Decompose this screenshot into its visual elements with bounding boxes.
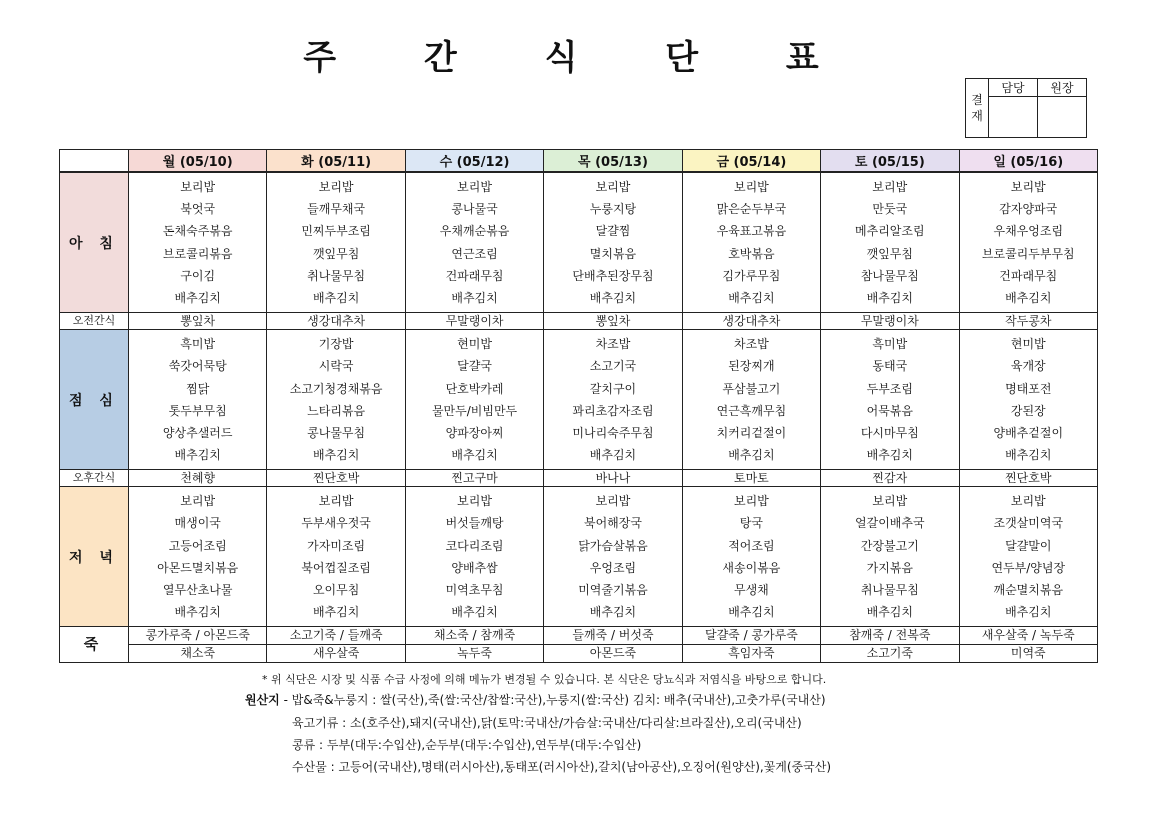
pm_snack-row [60,470,1098,487]
menu-item: 북어껍질조림 [301,560,371,575]
menu-item: 배추김치 [312,605,360,620]
menu-item: 배추김치 [728,290,775,305]
porridge-option-thu: 들깨죽 / 버섯죽 [544,627,682,645]
pm_snack-cell-sun: 찐단호박 [959,470,1097,487]
menu-item: 호박볶음 [728,246,775,261]
menu-item: 동태국 [872,359,908,374]
menu-item: 배추김치 [451,290,498,305]
breakfast-cell-mon [129,172,267,313]
corner-cell [60,150,129,173]
breakfast-cell-thu [544,172,682,313]
menu-item: 새송이볶음 [722,560,781,575]
menu-item: 배추김치 [1005,290,1052,305]
menu-item: 달걀말이 [1005,538,1052,553]
origin-line-1 [245,691,826,708]
menu-item: 양배추쌈 [451,560,498,575]
menu-item: 육개장 [1010,359,1046,374]
menu-item: 보리밥 [318,494,354,509]
menu-item: 메추리알조림 [855,224,925,239]
breakfast-label: 아 침 [60,172,129,313]
breakfast-row [60,172,1098,313]
menu-item: 콩나물국 [451,202,498,217]
pm_snack-cell-mon: 천혜향 [129,470,267,487]
am_snack-cell-thu: 뽕잎차 [544,313,682,330]
menu-item: 다시마무침 [860,425,919,440]
menu-item: 갈치구이 [589,381,637,396]
menu-item: 미역줄기볶음 [578,583,648,597]
menu-item: 적어조림 [728,538,775,553]
menu-item: 흑미밥 [872,337,908,352]
menu-item: 민찌두부조림 [301,224,371,239]
menu-item: 배추김치 [174,448,221,463]
menu-item: 차조밥 [734,337,769,352]
dinner-cell-mon [129,487,267,627]
menu-item: 누룽지탕 [589,202,637,217]
menu-item: 보리밥 [1010,180,1046,194]
menu-item: 취나물무침 [307,268,366,283]
dinner-cell-fri [682,487,820,627]
menu-item: 치커리겉절이 [716,425,787,440]
menu-item: 가자미조림 [307,538,366,553]
am_snack-cell-fri: 생강대추차 [682,313,820,330]
menu-item: 들깨무채국 [307,202,366,217]
menu-item: 배추김치 [312,448,360,463]
menu-item: 배추김치 [728,605,775,620]
menu-item: 단호박카레 [445,381,504,396]
menu-item: 배추김치 [1005,448,1052,463]
menu-item: 보리밥 [595,180,631,194]
porridge-row-2 [60,645,1098,663]
menu-note: * 위 식단은 시장 및 식품 수급 사정에 의해 메뉴가 변경될 수 있습니다. 본 식단은 당뇨식과 저염식을 바탕으로 합니다. [262,673,827,686]
menu-item: 미역초무침 [445,583,504,597]
menu-item: 시락국 [318,359,354,374]
pm_snack-cell-thu: 바나나 [544,470,682,487]
am_snack-cell-mon: 뽕잎차 [129,313,267,330]
menu-item: 배추김치 [728,448,775,463]
menu-item: 배추김치 [312,290,360,305]
menu-item: 우엉조림 [589,560,637,575]
menu-item: 우육표고볶음 [716,224,787,239]
origin-line-3: 콩류 : 두부(대두:수입산),순두부(대두:수입산),연두부(대두:수입산) [292,738,642,752]
menu-item: 깻잎무침 [866,246,913,261]
menu-item: 소고기국 [589,359,637,374]
menu-item: 배추김치 [589,605,637,620]
menu-item: 브로콜리볶음 [162,246,233,261]
menu-item: 돈채숙주볶음 [162,224,233,239]
porridge-alt-wed: 녹두죽 [405,645,543,663]
menu-item: 찜닭 [186,381,210,396]
menu-item: 배추김치 [589,290,637,305]
menu-item: 강된장 [1010,403,1046,418]
menu-item: 보리밥 [180,180,216,194]
lunch-cell-tue [267,330,405,470]
menu-item: 연근조림 [451,246,498,261]
menu-item: 배추김치 [174,605,221,620]
porridge-option-mon: 콩가루죽 / 아몬드죽 [129,627,267,645]
menu-item: 보리밥 [180,494,216,509]
day-header-sat: 토 (05/15) [821,150,959,173]
dinner-row [60,487,1098,627]
menu-item: 취나물무침 [860,583,919,597]
menu-item: 배추김치 [451,605,498,620]
menu-item: 배추김치 [866,290,913,305]
approval-box [965,78,1087,138]
menu-item: 배추김치 [1005,605,1052,620]
menu-item: 쑥갓어묵탕 [168,359,227,374]
porridge-option-wed: 채소죽 / 참깨죽 [405,627,543,645]
menu-item: 양파장아찌 [445,425,504,440]
menu-item: 어묵볶음 [866,403,913,418]
menu-item: 구이김 [180,268,216,283]
menu-item: 소고기청경채볶음 [289,381,383,396]
menu-item: 배추김치 [174,290,221,305]
approval-sign-manager[interactable] [989,97,1038,138]
menu-item: 보리밥 [457,180,492,194]
page-title: 주 간 식 단 표 [303,38,857,78]
menu-item: 참나물무침 [860,268,919,283]
menu-item: 깨순멸치볶음 [993,583,1064,597]
menu-item: 두부새우젓국 [301,516,371,531]
menu-item: 연근흑깨무침 [716,403,787,418]
am_snack-cell-sat: 무말랭이차 [821,313,959,330]
dinner-cell-sat [821,487,959,627]
lunch-cell-mon [129,330,267,470]
porridge-label: 죽 [60,627,129,663]
menu-item: 탕국 [739,516,763,531]
menu-item: 얼갈이배추국 [855,516,925,531]
porridge-option-sat: 참깨죽 / 전복죽 [821,627,959,645]
menu-item: 보리밥 [734,494,769,509]
origin-rice: - 밥&죽&누룽지 : 쌀(국산),죽(쌀:국산/찹쌀:국산),누룽지(쌀:국산) 김치: 배추(국내산),고춧가루(국내산) [279,693,826,707]
day-header-row [60,150,1098,173]
porridge-alt-tue: 새우살죽 [267,645,405,663]
day-header-wed: 수 (05/12) [405,150,543,173]
menu-item: 콩나물무침 [307,425,366,440]
menu-item: 우채우엉조림 [993,224,1064,239]
origin-title: 원산지 [245,693,280,707]
menu-item: 감자양파국 [999,202,1058,217]
am_snack-cell-tue: 생강대추차 [267,313,405,330]
menu-item: 보리밥 [595,494,631,509]
pm_snack-cell-sat: 찐감자 [821,470,959,487]
origin-line-2: 육고기류 : 소(호주산),돼지(국내산),닭(토막:국내산/가슴살:국내산/다리살:브라질산),오리(국내산) [292,716,802,730]
porridge-alt-sat: 소고기죽 [821,645,959,663]
day-header-thu: 목 (05/13) [544,150,682,173]
menu-item: 버섯들깨탕 [445,516,504,531]
menu-item: 느타리볶음 [307,403,366,418]
menu-item: 배추김치 [866,448,913,463]
day-header-sun: 일 (05/16) [959,150,1097,173]
dinner-label: 저 녁 [60,487,129,627]
day-header-fri: 금 (05/14) [682,150,820,173]
menu-item: 꽈리초감자조림 [572,403,654,418]
menu-item: 명태포전 [1005,381,1052,396]
menu-item: 무생채 [734,583,769,597]
porridge-alt-sun: 미역죽 [959,645,1097,663]
menu-item: 단배추된장무침 [572,268,654,283]
menu-item: 맑은순두부국 [716,202,787,217]
day-header-mon: 월 (05/10) [129,150,267,173]
approval-sign-director[interactable] [1038,97,1087,138]
lunch-cell-thu [544,330,682,470]
menu-item: 푸삼불고기 [722,381,781,396]
menu-item: 현미밥 [457,337,492,352]
lunch-cell-sat [821,330,959,470]
am_snack-cell-wed: 무말랭이차 [405,313,543,330]
menu-item: 오이무침 [312,583,360,597]
menu-item: 브로콜리두부무침 [981,246,1075,261]
menu-item: 보리밥 [734,180,769,194]
porridge-row-1 [60,627,1098,645]
menu-item: 코다리조림 [445,538,504,553]
menu-item: 배추김치 [451,448,498,463]
menu-item: 미나리숙주무침 [572,425,654,440]
menu-item: 조갯살미역국 [993,516,1064,531]
menu-item: 물만두/비빔만두 [431,403,518,418]
dinner-cell-sun [959,487,1097,627]
menu-item: 양배추겉절이 [993,425,1064,440]
menu-item: 된장찌개 [728,359,775,374]
breakfast-cell-sun [959,172,1097,313]
menu-item: 달걀찜 [595,224,631,239]
menu-item: 건파래무침 [999,268,1058,283]
origin-line-4: 수산물 : 고등어(국내산),명태(러시아산),동태포(러시아산),갈치(남아공산),오징어(원양산),꽃게(중국산) [292,760,832,774]
porridge-alt-thu: 아몬드죽 [544,645,682,663]
menu-item: 김가루무침 [722,268,781,283]
porridge-alt-mon: 채소죽 [129,645,267,663]
dinner-cell-tue [267,487,405,627]
menu-item: 연두부/양념장 [991,560,1066,575]
menu-item: 북어해장국 [583,516,642,531]
menu-item: 배추김치 [866,605,913,620]
am_snack-row [60,313,1098,330]
lunch-cell-sun [959,330,1097,470]
pm_snack-cell-wed: 찐고구마 [405,470,543,487]
menu-item: 북엇국 [180,202,216,217]
menu-item: 우채깨순볶음 [439,224,510,239]
breakfast-cell-wed [405,172,543,313]
menu-item: 보리밥 [872,494,908,509]
porridge-option-fri: 달걀죽 / 콩가루죽 [682,627,820,645]
menu-item: 두부조림 [866,381,913,396]
menu-item: 보리밥 [318,180,354,194]
porridge-option-tue: 소고기죽 / 들깨죽 [267,627,405,645]
menu-item: 닭가슴살볶음 [578,538,648,553]
menu-item: 차조밥 [595,337,631,352]
lunch-label: 점 심 [60,330,129,470]
lunch-cell-fri [682,330,820,470]
breakfast-cell-tue [267,172,405,313]
menu-item: 보리밥 [457,494,492,509]
porridge-option-sun: 새우살죽 / 녹두죽 [959,627,1097,645]
menu-item: 고등어조림 [168,538,227,553]
porridge-alt-fri: 흑임자죽 [682,645,820,663]
menu-item: 열무산초나물 [162,583,233,597]
menu-item: 간장불고기 [860,538,919,553]
menu-item: 양상추샐러드 [162,425,233,440]
lunch-row [60,330,1098,470]
weekly-menu-table [59,149,1098,663]
pm_snack-cell-fri: 토마토 [682,470,820,487]
menu-item: 흑미밥 [180,337,216,352]
menu-item: 가지볶음 [866,560,913,575]
menu-item: 매생이국 [174,516,221,531]
menu-item: 깻잎무침 [312,246,360,261]
approval-col-director: 원장 [1038,79,1087,97]
am_snack-label: 오전간식 [60,313,129,330]
menu-item: 만둣국 [872,202,908,217]
dinner-cell-wed [405,487,543,627]
breakfast-cell-sat [821,172,959,313]
menu-item: 건파래무침 [445,268,504,283]
menu-item: 멸치볶음 [589,246,637,261]
menu-item: 톳두부무침 [168,403,227,418]
menu-item: 달걀국 [457,359,492,374]
am_snack-cell-sun: 작두콩차 [959,313,1097,330]
menu-item: 현미밥 [1010,337,1046,352]
approval-label: 결 재 [966,79,989,138]
breakfast-cell-fri [682,172,820,313]
dinner-cell-thu [544,487,682,627]
pm_snack-cell-tue: 찐단호박 [267,470,405,487]
menu-item: 보리밥 [1010,494,1046,509]
menu-item: 배추김치 [589,448,637,463]
day-header-tue: 화 (05/11) [267,150,405,173]
menu-item: 보리밥 [872,180,908,194]
pm_snack-label: 오후간식 [60,470,129,487]
approval-col-manager: 담당 [989,79,1038,97]
lunch-cell-wed [405,330,543,470]
menu-item: 아몬드멸치볶음 [157,560,239,575]
menu-item: 기장밥 [318,337,354,352]
